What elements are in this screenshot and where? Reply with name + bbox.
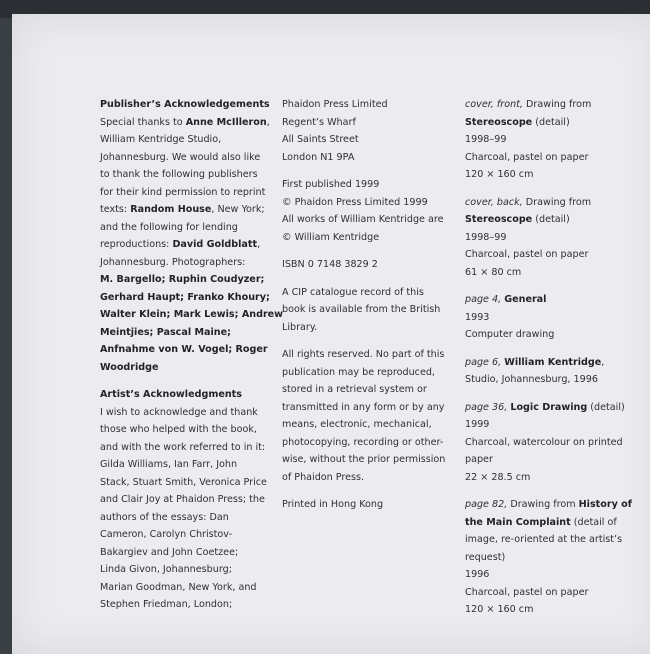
text-run: page 36, xyxy=(465,401,508,413)
text-run: Studio, Johannesburg, 1996 xyxy=(465,374,598,385)
publication-info-block xyxy=(282,284,447,337)
text-run: , xyxy=(257,239,261,250)
text-run: , New York; xyxy=(211,204,265,215)
text-line: ISBN 0 7148 3829 2 xyxy=(282,259,378,270)
text-line xyxy=(100,166,270,184)
text-line xyxy=(465,114,630,132)
text-run: 120 × 160 cm xyxy=(465,604,534,615)
text-run: , xyxy=(601,356,605,368)
text-run: Bakargiev and John Coetzee; xyxy=(100,546,239,558)
text-run: 1993 xyxy=(465,311,490,323)
text-line: publication may be reproduced, xyxy=(282,366,435,378)
text-line xyxy=(465,434,630,452)
text-run: I wish to acknowledge and thank xyxy=(100,406,258,418)
text-line xyxy=(100,509,270,527)
text-line: All works of William Kentridge are xyxy=(282,214,444,225)
illustration-credit xyxy=(465,291,630,344)
text-run: Logic Drawing xyxy=(510,401,588,413)
text-run: Walter Klein; Mark Lewis; Andrew xyxy=(100,309,284,320)
text-line xyxy=(465,149,630,167)
text-line xyxy=(465,601,630,619)
text-run: and Clair Joy at Phaidon Press; the xyxy=(100,494,265,505)
text-line: of Phaidon Press. xyxy=(282,471,365,483)
text-line: book is available from the British xyxy=(282,304,441,315)
text-line xyxy=(100,341,270,359)
text-run: page 4, xyxy=(465,294,502,305)
text-line: means, electronic, mechanical, xyxy=(282,419,432,430)
text-run: History of xyxy=(578,499,632,510)
text-run: Marian Goodman, New York, and xyxy=(100,581,257,593)
text-run: 1998–99 xyxy=(465,134,507,145)
column-illustration-credits xyxy=(465,96,630,629)
text-run: reproductions: xyxy=(100,239,173,250)
text-line xyxy=(465,131,630,149)
text-run: image, re-oriented at the artist’s xyxy=(465,534,623,545)
publishers-acknowledgements xyxy=(100,96,284,376)
column-publication-info xyxy=(282,96,447,524)
text-run: M. Bargello; Ruphin Coudyzer; xyxy=(100,274,265,285)
text-line xyxy=(100,289,270,307)
text-run: Drawing from xyxy=(522,196,592,208)
text-line: All Saints Street xyxy=(282,134,359,145)
text-run: Anfnahme von W. Vogel; Roger xyxy=(100,344,268,355)
text-line xyxy=(100,491,270,509)
text-run: 1999 xyxy=(465,419,490,430)
illustration-credit xyxy=(465,194,630,282)
text-line xyxy=(465,566,630,584)
text-line: All rights reserved. No part of this xyxy=(282,349,445,360)
text-line: First published 1999 xyxy=(282,179,380,190)
text-run: those who helped with the book, xyxy=(100,424,257,435)
text-line xyxy=(100,236,270,254)
text-run: Stack, Stuart Smith, Veronica Price xyxy=(100,476,267,488)
text-line xyxy=(100,219,270,237)
text-line xyxy=(100,184,270,202)
text-run: to thank the following publishers xyxy=(100,169,258,180)
text-line xyxy=(465,309,630,327)
text-run: Random House xyxy=(130,204,212,215)
text-line xyxy=(465,246,630,264)
text-run: (detail of xyxy=(570,516,617,528)
publication-info-block xyxy=(282,346,447,486)
text-run: Charcoal, pastel on paper xyxy=(465,586,589,598)
text-line: Regent’s Wharf xyxy=(282,116,356,128)
text-line: transmitted in any form or by any xyxy=(282,401,445,413)
publication-info-block xyxy=(282,96,447,166)
publishers-acknowledgements-text xyxy=(100,114,284,377)
text-line: © William Kentridge xyxy=(282,231,380,243)
text-run: 61 × 80 cm xyxy=(465,266,522,278)
text-line xyxy=(465,96,630,114)
text-run: and the following for lending xyxy=(100,221,238,233)
text-line: Printed in Hong Kong xyxy=(282,499,384,510)
text-run: Gerhard Haupt; Franko Khoury; xyxy=(100,291,270,303)
text-line xyxy=(100,526,270,544)
publication-info-block xyxy=(282,176,447,246)
text-run: (detail) xyxy=(587,401,625,413)
text-run: and with the work referred to in it: xyxy=(100,441,266,453)
column-acknowledgements xyxy=(100,96,284,624)
publishers-acknowledgements-heading: Publisher’s Acknowledgements xyxy=(100,99,270,110)
text-line xyxy=(465,584,630,602)
text-line xyxy=(465,496,630,514)
text-run: Charcoal, pastel on paper xyxy=(465,249,589,260)
text-run: request) xyxy=(465,551,506,563)
artists-acknowledgements-text xyxy=(100,404,270,614)
illustration-credit xyxy=(465,496,630,619)
text-line xyxy=(465,514,630,532)
publication-info-block xyxy=(282,256,447,274)
text-line xyxy=(465,194,630,212)
text-line: stored in a retrieval system or xyxy=(282,384,427,395)
text-run: David Goldblatt xyxy=(172,239,258,250)
text-run: texts: xyxy=(100,204,131,215)
text-line: Phaidon Press Limited xyxy=(282,99,388,110)
text-run: Johannesburg. Photographers: xyxy=(100,256,246,268)
artists-acknowledgements-heading: Artist’s Acknowledgments xyxy=(100,389,242,400)
text-line xyxy=(465,166,630,184)
text-line xyxy=(465,469,630,487)
text-run: Stereoscope xyxy=(465,214,533,225)
text-run: Linda Givon, Johannesburg; xyxy=(100,564,232,575)
text-run: cover, front, xyxy=(465,99,523,110)
text-line xyxy=(465,326,630,344)
text-line xyxy=(100,359,270,377)
text-run: page 82, xyxy=(465,499,508,510)
text-run: 22 × 28.5 cm xyxy=(465,471,531,483)
text-run: Johannesburg. We would also like xyxy=(100,151,261,163)
text-run: , xyxy=(266,116,270,128)
illustration-credit xyxy=(465,399,630,487)
text-line xyxy=(100,544,270,562)
text-run: Drawing from xyxy=(507,499,579,510)
text-line xyxy=(100,201,270,219)
text-line xyxy=(100,131,270,149)
text-line xyxy=(100,561,270,579)
text-run: for their kind permission to reprint xyxy=(100,186,266,198)
text-run: Charcoal, pastel on paper xyxy=(465,151,589,163)
artists-acknowledgements xyxy=(100,386,270,614)
text-run: Computer drawing xyxy=(465,329,555,340)
text-line xyxy=(100,114,270,132)
text-line xyxy=(465,451,630,469)
text-run: Special thanks to xyxy=(100,116,186,128)
text-line xyxy=(100,421,270,439)
text-run: the Main Complaint xyxy=(465,516,571,528)
text-line xyxy=(100,149,270,167)
text-run: 1998–99 xyxy=(465,231,507,243)
text-line xyxy=(100,254,270,272)
text-line xyxy=(100,404,270,422)
text-line xyxy=(100,474,270,492)
text-run: Stereoscope xyxy=(465,116,533,128)
text-line: photocopying, recording or other- xyxy=(282,436,444,448)
text-line xyxy=(465,531,630,549)
text-run: William Kentridge xyxy=(504,356,602,368)
text-line: London N1 9PA xyxy=(282,151,355,163)
text-run: Woodridge xyxy=(100,361,159,373)
text-run: 1996 xyxy=(465,569,490,580)
text-run: Cameron, Carolyn Christov- xyxy=(100,529,233,540)
text-line xyxy=(465,399,630,417)
text-run: authors of the essays: Dan xyxy=(100,511,229,523)
text-run: (detail) xyxy=(532,116,570,128)
text-line: A CIP catalogue record of this xyxy=(282,286,424,298)
text-line xyxy=(465,211,630,229)
text-line xyxy=(465,549,630,567)
text-run: Meintjies; Pascal Maine; xyxy=(100,326,231,338)
text-line: Library. xyxy=(282,321,318,333)
text-line xyxy=(100,596,270,614)
text-run: William Kentridge Studio, xyxy=(100,134,222,145)
text-run: cover, back, xyxy=(465,196,523,208)
text-run: Drawing from xyxy=(522,99,592,110)
text-run: Charcoal, watercolour on printed xyxy=(465,436,623,448)
illustration-credit xyxy=(465,96,630,184)
text-line xyxy=(465,416,630,434)
text-line xyxy=(100,306,284,324)
text-run: General xyxy=(504,294,547,305)
text-line xyxy=(100,456,270,474)
text-line xyxy=(465,229,630,247)
text-run: (detail) xyxy=(532,214,570,225)
text-line xyxy=(100,271,270,289)
text-run: page 6, xyxy=(465,356,502,368)
text-run: Anne McIlleron xyxy=(185,116,267,128)
text-run: Gilda Williams, Ian Farr, John xyxy=(100,459,238,470)
text-run: paper xyxy=(465,454,493,465)
illustration-credit xyxy=(465,354,630,389)
text-line xyxy=(465,264,630,282)
text-line: wise, without the prior permission xyxy=(282,454,446,465)
text-line xyxy=(465,371,630,389)
text-line xyxy=(100,439,270,457)
text-run: Stephen Friedman, London; xyxy=(100,599,233,610)
text-line xyxy=(465,354,630,372)
text-line xyxy=(465,291,630,309)
publication-info-block xyxy=(282,496,447,514)
text-line xyxy=(100,579,270,597)
text-line: © Phaidon Press Limited 1999 xyxy=(282,196,428,208)
text-line xyxy=(100,324,270,342)
text-run: 120 × 160 cm xyxy=(465,169,534,180)
